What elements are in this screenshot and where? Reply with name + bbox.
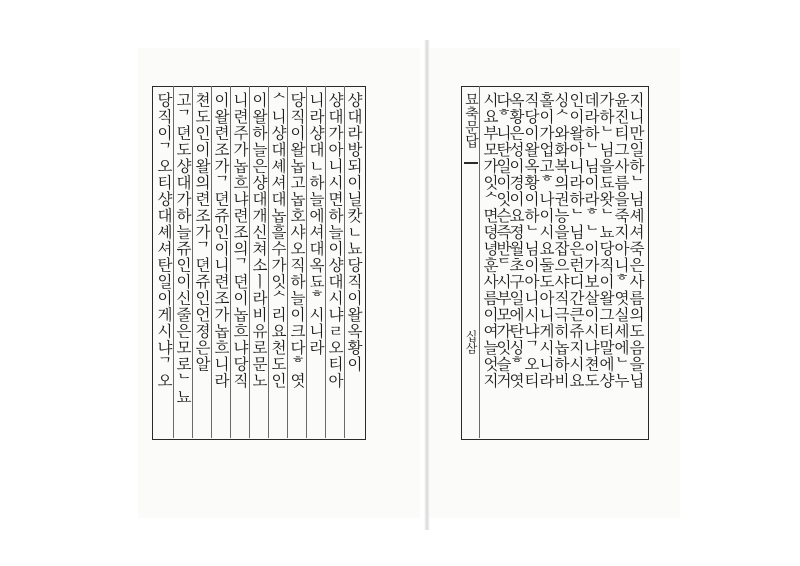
left-text-column: 당직이ᄀ오티샹대셰셔탄일이게시냐ᄀ오: [155, 92, 173, 389]
left-text-column: 니련주가놉흐냐련조의ᄀ뎐이놉흐냐당직: [231, 92, 249, 389]
left-text-column: 고ᄀ뎐도샹대가하늘쥬인이신줄은모로ᄂ뇨: [174, 92, 192, 406]
right-text-column: 윤진티그사름을죽지아니ᄒ엿실세에ᄂ누: [612, 92, 630, 389]
right-text-column: 시요부모가잇ᄉ면뎡녕훈사름이여늘엇지: [481, 92, 499, 389]
running-head-mark: [464, 162, 478, 164]
right-text-column: 인이왈아니라하ᄂ님은런디간큰쥬지시요: [567, 92, 585, 389]
right-text-column: 옥황은성이경이요졍월초구일에탄싱ᄒ엿: [507, 92, 525, 389]
left-text-column: 당직이왈놉고놉호샤오직하늘이크다ᄒ엿: [288, 92, 306, 389]
page-number: 십삼: [464, 330, 478, 354]
right-text-column: 데라하ᄂ님이라ᄒᄂ이가보살이시냐쳔도: [582, 92, 600, 389]
right-text-column: 다ᄒ니탄일이잇슨즉반ᄃ시부모가잇슬거: [494, 92, 512, 389]
left-text-column: 니라샹대ㄴ하늘에셔대옥됴ᄒ시니라: [307, 92, 325, 356]
left-text-column: 쳔도인이왈의련조가ᄀ뎐쥬인언졍은알: [193, 92, 211, 373]
left-text-column: 샹대가아니시면하늘이샹대시냐ㄹ오티아: [326, 92, 344, 389]
left-text-column: ᄉ니샹대셰셔대놉흘수가잇ᄉ리요천도인: [269, 92, 287, 389]
right-text-column: 직당이왈옥황이하ᄂ님이아니시냐ᄀ오티: [522, 92, 540, 389]
right-text-column: 싱ᄉ와화복의권능을잡으샤직극히놉하비: [552, 92, 570, 389]
right-text-column: 지니만일하ᄂ님셰셔죽은사름의도음을닙: [627, 92, 645, 389]
running-head: 묘축문답: [463, 92, 479, 148]
left-text-column: 이왈련조가ᄀ뎐쥬인이니련조가놉흐니라: [212, 92, 230, 389]
right-text-column: 홀이가업고ᄒ나이시요둘도아니게시니라: [537, 92, 555, 389]
right-text-column: 가하ᄂ님을됴왓ᄂ뇨당직이왈그티말에샹: [597, 92, 615, 389]
left-text-column: 이왈하늘은샹대개신쳐소ㅣ라비유로문노: [250, 92, 268, 389]
left-text-column: 샹대라방되이닐캇ㄴ뇨당직이왈옥황이: [345, 92, 363, 373]
